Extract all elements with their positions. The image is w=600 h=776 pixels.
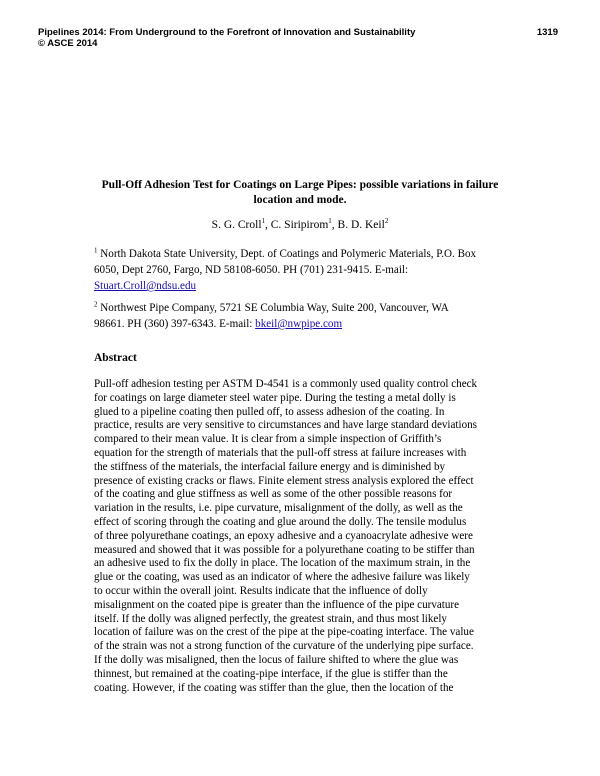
abstract-body [94, 378, 524, 695]
author-list: S. G. Croll$^1$, C. Siripirom$^1$, B. D. Keil$^2$ [211, 217, 389, 231]
author-affiliation-mark: 1 [328, 217, 332, 226]
abstract-line: to occur within the overall joint. Results indicate that the influence of dolly [94, 584, 428, 597]
abstract-line: variation in the results, i.e. pipe curvature, misalignment of the dolly, as well as the [94, 502, 463, 515]
affiliation-line: North Dakota State University, Dept. of Coatings and Polymeric Materials, P.O. Box [97, 248, 477, 260]
abstract-line: of the strain was not a strong function of the curvature of the underlying pipe surface. [94, 640, 474, 653]
paper-title [90, 178, 510, 208]
author-name: B. D. Keil [337, 219, 385, 231]
affiliation-mark: 2 [94, 300, 98, 309]
abstract-heading: Abstract [94, 352, 137, 364]
affiliation-mark: 1 [94, 246, 98, 255]
affiliation-1 [94, 246, 524, 294]
affiliation-line: 6050, Dept 2760, Fargo, ND 58108-6050. PH (701) 231-9415. E-mail: [94, 264, 409, 276]
abstract-line: presence of existing cracks or flaws. Finite element stress analysis explored the effect [94, 474, 474, 487]
affiliation-line: Northwest Pipe Company, 5721 SE Columbia Way, Suite 200, Vancouver, WA [97, 302, 449, 314]
title-line-2: location and mode. [253, 194, 347, 206]
abstract-line: compared to their mean value. It is clear from a simple inspection of Griffith’s [94, 433, 442, 446]
abstract-line: for coatings on large diameter steel water pipe. During the testing a metal dolly is [94, 391, 456, 404]
abstract-line: effect of scoring through the coating and glue around the dolly. The tensile modulus [94, 515, 467, 528]
abstract-line: measured and showed that it was possible for a polyurethane coating to be stiffer than [94, 543, 475, 556]
journal-title: Pipelines 2014: From Underground to the Forefront of Innovation and Sustainability [38, 27, 416, 38]
abstract-line: practice, results are very sensitive to circumstances and have large standard deviations [94, 419, 477, 432]
abstract-line: coating. However, if the coating was stiffer than the glue, then the location of the [94, 681, 454, 694]
author-name: C. Siripirom [270, 219, 329, 231]
abstract-line: an adhesive used to fix the dolly in place. The location of the maximum strain, in the [94, 557, 471, 570]
author-affiliation-mark: 1 [261, 217, 266, 226]
author-name: S. G. Croll [211, 219, 262, 231]
affiliation-line: 98661. PH (360) 397-6343. E-mail: [94, 318, 256, 330]
abstract-line: thinnest, but remained at the coating-pipe interface, if the glue is stiffer than the [94, 667, 448, 680]
email-link[interactable]: bkeil@nwpipe.com [255, 318, 343, 330]
copyright: © ASCE 2014 [38, 38, 98, 49]
abstract-line: glue or the coating, was used as an indicator of where the adhesive failure was likely [94, 571, 470, 584]
abstract-line: Pull-off adhesion testing per ASTM D-4541 is a commonly used quality control check [94, 378, 478, 390]
title-line-1: Pull-Off Adhesion Test for Coatings on Large Pipes: possible variations in failure [101, 179, 499, 191]
abstract-line: of three polyurethane coatings, an epoxy adhesive and a cyanoacrylate adhesive were [94, 529, 473, 542]
affiliation-2 [94, 300, 524, 332]
abstract-line: glued to a pipeline coating then pulled off, to assess adhesion of the coating. In [94, 405, 445, 418]
abstract-line: the stiffness of the materials, the interfacial failure energy and is diminished by [94, 460, 446, 473]
abstract-line: of the coating and glue stiffness as well as some of the other possible reasons for [94, 488, 453, 501]
page-number: 1319 [536, 27, 558, 38]
abstract-line: location of failure was on the crest of the pipe at the pipe-coating interface. The value [94, 626, 474, 639]
abstract-line: equation for the strength of materials that the pull-off stress at failure increases with [94, 446, 467, 459]
abstract-line: itself. If the dolly was aligned perfectly, the greatest strain, and thus most likely [94, 612, 447, 625]
email-link[interactable]: Stuart.Croll@ndsu.edu [94, 280, 197, 292]
abstract-line: misalignment on the coated pipe is greater than the influence of the pipe curvature [94, 598, 460, 611]
author-affiliation-mark: 2 [384, 217, 389, 226]
running-header [38, 27, 558, 49]
abstract-line: If the dolly was misaligned, then the locus of failure shifted to where the glue was [94, 653, 459, 666]
